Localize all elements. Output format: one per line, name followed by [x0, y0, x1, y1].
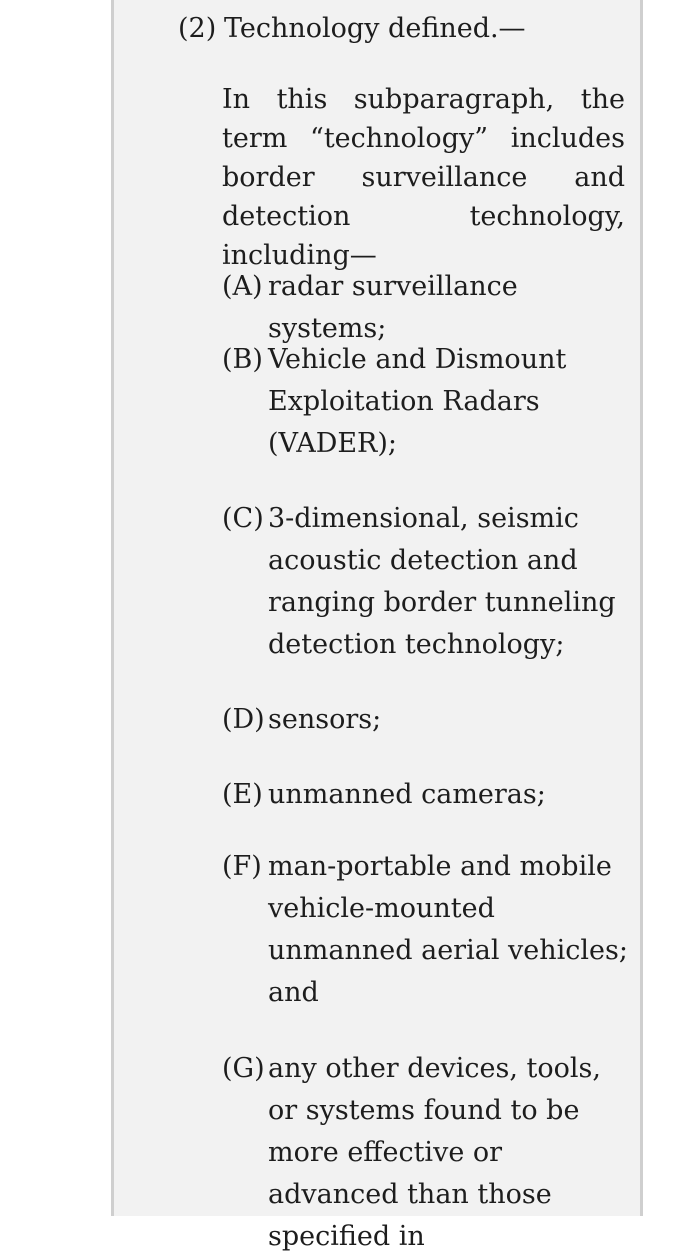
list-item-d [222, 699, 632, 741]
list-item-text: sensors; [268, 704, 382, 735]
list-item-g [222, 1048, 632, 1258]
list-item-text: man-portable and mobile vehicle-mounted unmanned aerial vehicles; and [268, 851, 628, 1008]
list-item-c [222, 498, 632, 666]
list-item-a [222, 266, 632, 350]
list-item-text: 3-dimensional, seismic acoustic detection and ranging border tunneling detection technology; [268, 503, 616, 660]
list-item-label: (A) [222, 271, 263, 302]
list-item-label: (E) [222, 779, 263, 810]
list-item-f [222, 846, 632, 1014]
list-item-label: (C) [222, 503, 264, 534]
list-item-b [222, 339, 632, 465]
list-item-text: radar surveillance systems; [268, 271, 518, 344]
list-item-label: (B) [222, 344, 263, 375]
list-item-label: (F) [222, 851, 262, 882]
list-item-text: any other devices, tools, or systems found to be more effective or advanced than those specified in [268, 1053, 601, 1252]
list-item-label: (D) [222, 704, 265, 735]
list-item-e [222, 774, 632, 816]
paragraph-heading: Technology defined.— [224, 13, 526, 44]
list-item-text: unmanned cameras; [268, 779, 546, 810]
list-item-text: Vehicle and Dismount Exploitation Radars (VADER); [268, 344, 567, 459]
list-item-label: (G) [222, 1053, 265, 1084]
paragraph-number: (2) [178, 13, 217, 44]
paragraph-intro: In this subparagraph, the term “technology” includes border surveillance and detection technology, including— [222, 84, 625, 271]
